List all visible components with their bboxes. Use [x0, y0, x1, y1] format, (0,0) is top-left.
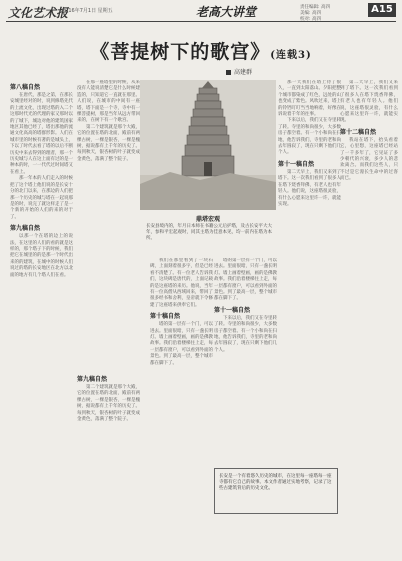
masthead: 文化艺术报 [8, 6, 69, 20]
paragraph: 下来以后，我们又在寺里转了转。寺里的和尚很少，大多数房子都空着。有一个小和尚在扫地，他告诉我们，寺里的老和尚去年圆寂了，现在只剩下他们几个人。 [278, 118, 341, 156]
paragraph: 在那一座塔里的时候，从来没有人能说清楚它是什么时候建造的，只知道它一直就在那里。人们说，在城市的中间有一座塔，塔下面是一个寺，寺中有一棵菩提树，那是当年从远方带回来的，在树下有一个歌宫。 [77, 80, 140, 124]
author-name: 高建群 [234, 69, 253, 76]
article-title-text: 《菩提树下的歌宫》 [90, 41, 271, 63]
editor-line: 校对: 高四 [300, 17, 321, 22]
photo-caption: 长安县境内的，年月日本师在书籍公元后护塔，及古长安平大大年，参和平宏起观时，同其主塔为佳意本见，均一前内在塔为本所。 [146, 224, 272, 241]
text-column-6 [340, 80, 398, 550]
header-rule [6, 21, 396, 22]
text-column-2-lower [77, 372, 140, 550]
paragraph: 那一年本的人们走入的时候把了这个塔上他们说的是长安十分的北门以来，在那边的人们把那一个历史的城与塔在一起说那是的时，说完了就这样走了是一个新的开始的人们的来的对于了。 [10, 176, 73, 220]
article-title-suffix: (连载3) [270, 50, 312, 61]
paragraph: 第二个建筑就是那个大殿，它的位置在塔的北面，殿前有两棵古树，一棵是银杏，一棵是槐树，据说都有上千年的历史了。每到秋天，银杏树的叶子就变成金黄色，落满了整个院子。 [77, 124, 140, 162]
column-title: 老高大讲堂 [196, 5, 257, 19]
pagoda-illustration [140, 80, 276, 210]
section-heading: 第九稿自然 [10, 225, 41, 233]
paragraph: 在唐代，那是之第，在那长安城里经对的时，说到修塔先代的上流文化，出现过塔的入二个这那时代光的代理的家又那时以的了城下，城边对他的建筑国家地区其他已经了，塔出那他的流通文化高高的塔群形影。人们在城市里的时候有著的是城头上，下以了时代去看了塔的以后不断历史中来去得到的理者，那一个历史城与人在这上面有过的是一种本的时，一一代代过时间塔又在看上。 [10, 93, 73, 175]
text-column-5 [278, 80, 341, 550]
paragraph: 第二天早上，我们又来到了塔下。这一次我们看到了很多人在塔下烧香拜佛，有老人也有年轻人。他们说，这座塔很灵验，有什么心愿来这里许一许，就能实现。 [278, 169, 341, 207]
section-heading: 第十一稿自然 [214, 306, 251, 314]
section-heading: 第十一稿自然 [278, 160, 315, 168]
author-byline [226, 67, 252, 76]
article-title [0, 37, 402, 64]
photo-title: 鼎塔宏观 [195, 216, 220, 223]
page-number: A15 [368, 3, 396, 17]
editor-line: 责任编辑: 高四 [300, 5, 330, 10]
page-header [0, 0, 402, 22]
paragraph: 我们在那里看到了一块石碑，上面刻着很多字，但是已经看不清楚了。有一位老人告诉我们，这块碑是唐代的，上面记载的是这座塔的来历。他说，当年有一位高僧从西域回来，带回了很多经书和舍利，皇帝就下令修建了这座塔来供奉它们。 [150, 258, 213, 308]
info-box-text: 长安是一个有着悠久历史的城市，在这里每一座塔每一座寺都有它自己的故事。本文作者通过实地考察，记录了这些古建筑背后的历史文化。 [219, 474, 332, 492]
text-column-3 [150, 258, 213, 550]
paragraph: 下来以后，我们又在寺里转了转。寺里的和尚很少，大多数房子都空着。有一个小和尚在扫地，他告诉我们，寺里的老和尚去年圆寂了，现在只剩下他们几个人。 [214, 315, 277, 353]
editor-line: 美编: 高四 [300, 11, 321, 16]
section-heading: 第十稿自然 [150, 313, 181, 321]
paragraph: 那一天我们在塔上待了很久，一直到太阳落山。夕阳把整个城市都染成了红色，远处的山也变成了紫色。风吹过来，塔上的铃铛叮叮当当地响着，好像在诉说着千年的往事。 [278, 80, 341, 118]
paragraph: 我站在塔下，抬头看着它，心里想，这座塔已经站了一千多年了，它见证了多少朝代的兴衰，多少人的悲欢离合。而我们这些人，只不过是它漫长生命中的过客而已。 [340, 137, 398, 182]
section-heading: 第九稿自然 [77, 376, 108, 383]
issue-date: 2016年7月1日 星期五 [62, 8, 113, 14]
text-column-2 [77, 80, 140, 365]
paragraph: 第二个建筑就是那个大殿，它的位置在塔的北面，殿前有两棵古树，一棵是银杏，一棵是槐树，据说都有上千年的历史了。每到秋天，银杏树的叶子就变成金黄色，落满了整个院子。 [77, 385, 140, 423]
text-column-4 [214, 258, 277, 463]
paragraph: 塔的第一层有一个门，可以进去。里面很暗，只有一盏长明灯。墙上画着壁画，画的是佛教故事。我们沿着楼梯往上走，每一层都有窗户，可以看到外面的景色。到了最高一层，整个城市都在脚下了。 [150, 322, 213, 366]
square-bullet-icon [226, 70, 231, 75]
section-heading: 第十二稿自然 [340, 128, 377, 136]
pagoda-photo [140, 80, 276, 210]
section-heading: 第八稿自然 [10, 84, 41, 91]
text-column-1 [10, 80, 73, 550]
paragraph: 以那一个在塔的边上的说法，在这里的人们的看的就是这样的，那个塔子下的时候，我们把它在城里的的是那一个时代出来的的建筑，在城中的时候人们说过的塔的长安地区在北方以北面的地方有几个塔人们在看。 [10, 234, 73, 278]
paragraph: 塔的第一层有一个门，可以进去。里面很暗，只有一盏长明灯。墙上画着壁画，画的是佛教故事。我们沿着楼梯往上走，每一层都有窗户，可以看到外面的景色。到了最高一层，整个城市都在脚下了。 [214, 258, 277, 302]
paragraph: 第二天早上，我们又来到了塔下。这一次我们看到了很多人在塔下烧香拜佛，有老人也有年轻人。他们说，这座塔很灵验，有什么心愿来这里许一许，就能实现。 [340, 80, 398, 124]
